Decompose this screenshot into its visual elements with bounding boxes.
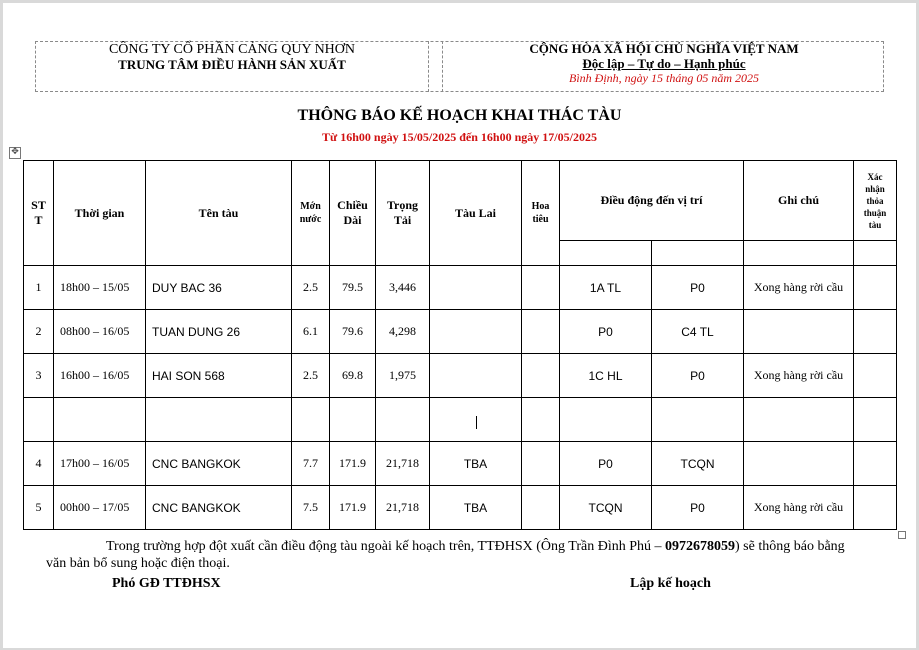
cell-pilot[interactable] [522, 310, 560, 354]
ship-plan-table [23, 160, 897, 530]
cell-note[interactable] [744, 398, 854, 442]
cell-from[interactable]: P0 [560, 442, 652, 486]
cell-length[interactable]: 171.9 [330, 442, 376, 486]
cell-ship[interactable]: CNC BANGKOK [146, 486, 292, 530]
cell-length[interactable]: 79.6 [330, 310, 376, 354]
cell-pilot[interactable] [522, 266, 560, 310]
cell-draft[interactable]: 2.5 [292, 266, 330, 310]
table-row [24, 398, 897, 442]
motto: Độc lập – Tự do – Hạnh phúc [582, 56, 746, 71]
cell-dwt[interactable]: 21,718 [376, 486, 430, 530]
cell-confirm[interactable] [854, 486, 897, 530]
cell-note[interactable]: Xong hàng rời cầu [744, 354, 854, 398]
col-header-length: Chiều Dài [330, 161, 376, 266]
table-row [24, 442, 897, 486]
col-header-from [560, 241, 652, 266]
col-header-dwt: Trọng Tải [376, 161, 430, 266]
cell-tug[interactable]: TBA [430, 442, 522, 486]
header-divider [428, 41, 429, 92]
cell-length[interactable]: 69.8 [330, 354, 376, 398]
cell-tug[interactable] [430, 354, 522, 398]
nation-title: CỘNG HÒA XÃ HỘI CHỦ NGHĨA VIỆT NAM [529, 41, 799, 56]
unit-name: TRUNG TÂM ĐIỀU HÀNH SẢN XUẤT [118, 57, 346, 72]
cell-tug[interactable] [430, 266, 522, 310]
col-header-to [652, 241, 744, 266]
cell-dwt[interactable]: 4,298 [376, 310, 430, 354]
cell-length[interactable]: 79.5 [330, 266, 376, 310]
cell-ship[interactable]: HAI SON 568 [146, 354, 292, 398]
cell-from[interactable] [560, 398, 652, 442]
footer-note: Trong trường hợp đột xuất cần điều động tàu ngoài kế hoạch trên, TTĐHSX (Ông Trần Đình Phú – 0972678059) sẽ thông báo bằng văn bản bổ sung hoặc điện thoại. [46, 539, 845, 571]
cell-time[interactable]: 18h00 – 15/05 [54, 266, 146, 310]
col-header-pilot: Hoa tiêu [522, 161, 560, 266]
col-header-draft: Mớn nước [292, 161, 330, 266]
table-row [24, 266, 897, 310]
cell-dwt[interactable]: 1,975 [376, 354, 430, 398]
cell-pilot[interactable] [522, 486, 560, 530]
cell-dwt[interactable]: 21,718 [376, 442, 430, 486]
document-subtitle: Từ 16h00 ngày 15/05/2025 đến 16h00 ngày 17/05/2025 [322, 130, 597, 144]
col-header-ship: Tên tàu [146, 161, 292, 266]
cell-to[interactable]: P0 [652, 354, 744, 398]
cell-to[interactable] [652, 398, 744, 442]
cell-from[interactable]: TCQN [560, 486, 652, 530]
cell-stt[interactable] [24, 398, 54, 442]
cell-stt[interactable]: 1 [24, 266, 54, 310]
cell-time[interactable]: 17h00 – 16/05 [54, 442, 146, 486]
cell-dwt[interactable] [376, 398, 430, 442]
cell-time[interactable]: 08h00 – 16/05 [54, 310, 146, 354]
cell-draft[interactable]: 2.5 [292, 354, 330, 398]
document-title: THÔNG BÁO KẾ HOẠCH KHAI THÁC TÀU [297, 107, 622, 124]
place-date: Bình Định, ngày 15 tháng 05 năm 2025 [569, 71, 759, 85]
cell-note[interactable] [744, 310, 854, 354]
cell-time[interactable]: 00h00 – 17/05 [54, 486, 146, 530]
text-cursor [476, 416, 477, 429]
cell-note[interactable]: Xong hàng rời cầu [744, 266, 854, 310]
cell-draft[interactable] [292, 398, 330, 442]
cell-pilot[interactable] [522, 354, 560, 398]
cell-ship[interactable]: CNC BANGKOK [146, 442, 292, 486]
col-header-move: Điều động đến vị trí [560, 161, 744, 241]
table-row [24, 354, 897, 398]
contact-phone: 0972678059 [665, 539, 736, 554]
cell-confirm[interactable] [854, 442, 897, 486]
cell-note[interactable] [744, 442, 854, 486]
cell-ship[interactable]: DUY BAC 36 [146, 266, 292, 310]
header-divider [442, 41, 443, 92]
cell-confirm[interactable] [854, 310, 897, 354]
cell-stt[interactable]: 3 [24, 354, 54, 398]
cell-length[interactable] [330, 398, 376, 442]
cell-draft[interactable]: 6.1 [292, 310, 330, 354]
move-icon[interactable]: ✥ [9, 147, 21, 159]
cell-to[interactable]: TCQN [652, 442, 744, 486]
col-header-confirm: Xác nhận thỏa thuận tàu [854, 161, 897, 241]
cell-confirm[interactable] [854, 398, 897, 442]
cell-dwt[interactable]: 3,446 [376, 266, 430, 310]
cell-ship[interactable] [146, 398, 292, 442]
cell-from[interactable]: P0 [560, 310, 652, 354]
cell-time[interactable]: 16h00 – 16/05 [54, 354, 146, 398]
col-header-stt: ST T [24, 161, 54, 266]
cell-stt[interactable]: 2 [24, 310, 54, 354]
cell-to[interactable]: C4 TL [652, 310, 744, 354]
col-header-note: Ghi chú [744, 161, 854, 241]
cell-stt[interactable]: 4 [24, 442, 54, 486]
cell-tug[interactable] [430, 310, 522, 354]
cell-to[interactable]: P0 [652, 486, 744, 530]
cell-draft[interactable]: 7.7 [292, 442, 330, 486]
table-resize-handle[interactable] [898, 531, 906, 539]
cell-length[interactable]: 171.9 [330, 486, 376, 530]
cell-tug[interactable]: TBA [430, 486, 522, 530]
cell-pilot[interactable] [522, 398, 560, 442]
cell-to[interactable]: P0 [652, 266, 744, 310]
cell-time[interactable] [54, 398, 146, 442]
col-header-tug: Tàu Lai [430, 161, 522, 266]
cell-ship[interactable]: TUAN DUNG 26 [146, 310, 292, 354]
cell-pilot[interactable] [522, 442, 560, 486]
cell-confirm[interactable] [854, 354, 897, 398]
cell-confirm[interactable] [854, 266, 897, 310]
company-name: CÔNG TY CỔ PHẦN CẢNG QUY NHƠN [108, 42, 356, 57]
signature-left: Phó GĐ TTĐHSX [112, 576, 221, 591]
signature-right: Lập kế hoạch [630, 576, 711, 591]
cell-note[interactable]: Xong hàng rời cầu [744, 486, 854, 530]
cell-from[interactable]: 1C HL [560, 354, 652, 398]
col-header-note-sub [744, 241, 854, 266]
cell-stt[interactable]: 5 [24, 486, 54, 530]
col-header-confirm-sub [854, 241, 897, 266]
col-header-time: Thời gian [54, 161, 146, 266]
table-row [24, 486, 897, 530]
cell-draft[interactable]: 7.5 [292, 486, 330, 530]
cell-from[interactable]: 1A TL [560, 266, 652, 310]
table-row [24, 310, 897, 354]
